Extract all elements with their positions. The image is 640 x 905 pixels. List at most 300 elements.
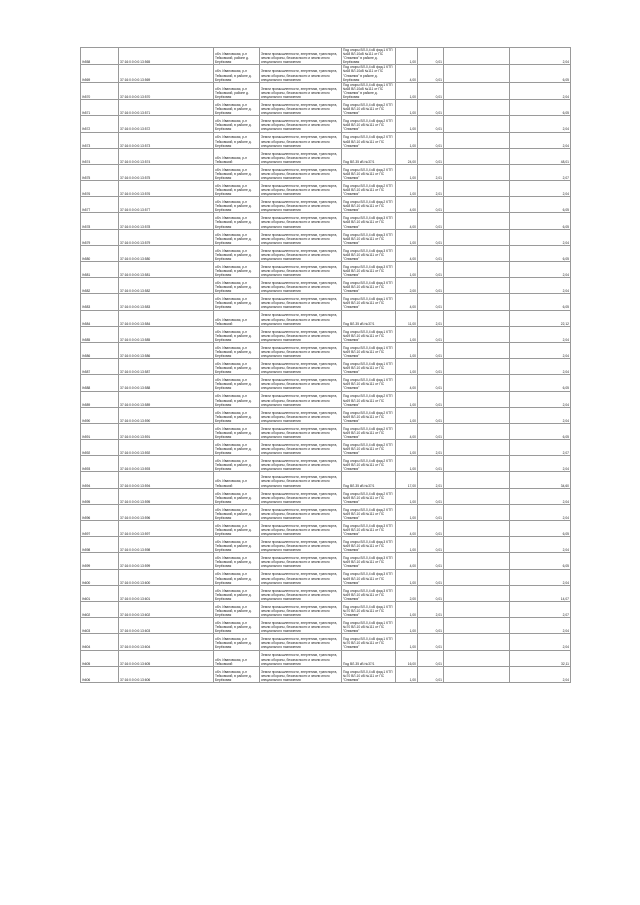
- total-cell: 2,04: [510, 342, 571, 358]
- empty-cell: [444, 472, 510, 488]
- rate-cell: 0,01: [418, 634, 444, 650]
- land-category-cell: Земли промышленности, энергетики, транспорта, земли обороны, безопасности и земли иного специального назначения: [260, 197, 342, 213]
- parcel-id-cell: Ih569: [81, 65, 119, 82]
- address-cell: обл. Ивановская, р-н Тейковский, в районе д. Берёзовая: [214, 407, 260, 423]
- total-cell: 2,04: [510, 537, 571, 553]
- total-cell: 14,07: [510, 585, 571, 601]
- empty-cell: [444, 407, 510, 423]
- area-cell: 1,00: [396, 359, 418, 375]
- total-cell: 2,04: [510, 488, 571, 504]
- parcel-id-cell: Ih588: [81, 375, 119, 391]
- address-cell: обл. Ивановская, р-н Тейковский, в районе д. Берёзовая: [214, 262, 260, 278]
- table-row: [81, 294, 571, 310]
- purpose-cell: Под опоры ВЛ-0,4 кВ фид.1 КТП №69 ВЛ-10 кВ №111 от ПС "Олимпия": [342, 375, 396, 391]
- cadastral-number-cell: 37:16:0:0:0:0:13:593: [119, 456, 214, 472]
- address-cell: обл. Ивановская, р-н Тейковский, в районе д. Берёзовая: [214, 585, 260, 601]
- table-row: [81, 278, 571, 294]
- land-category-cell: Земли промышленности, энергетики, транспорта, земли обороны, безопасности и земли иного специального назначения: [260, 262, 342, 278]
- rate-cell: 0,01: [418, 148, 444, 164]
- address-cell: обл. Ивановская, р-н Тейковский, в районе д. Берёзовая: [214, 423, 260, 439]
- cadastral-number-cell: 37:16:0:0:0:0:13:582: [119, 278, 214, 294]
- total-cell: 2,04: [510, 48, 571, 65]
- area-cell: 11,00: [396, 310, 418, 326]
- area-cell: 1,00: [396, 537, 418, 553]
- land-category-cell: Земли промышленности, энергетики, транспорта, земли обороны, безопасности и земли иного специального назначения: [260, 601, 342, 617]
- rate-cell: 0,01: [418, 262, 444, 278]
- empty-cell: [444, 359, 510, 375]
- total-cell: 6,05: [510, 245, 571, 261]
- address-cell: обл. Ивановская, р-н Тейковский, районе д. Берёзовая: [214, 48, 260, 65]
- land-category-cell: Земли промышленности, энергетики, транспорта, земли обороны, безопасности и земли иного специального назначения: [260, 537, 342, 553]
- empty-cell: [444, 342, 510, 358]
- area-cell: 4,00: [396, 294, 418, 310]
- address-cell: обл. Ивановская, р-н Тейковский: [214, 310, 260, 326]
- empty-cell: [444, 521, 510, 537]
- purpose-cell: Под опоры ВЛ-0,4 кВ фид.2 КТП №68 ВЛ-10 кВ №111 от ПС "Олимпия": [342, 116, 396, 132]
- area-cell: 1,00: [396, 342, 418, 358]
- address-cell: обл. Ивановская, р-н Тейковский, в районе д. Берёзовая: [214, 569, 260, 585]
- table-row: [81, 245, 571, 261]
- table-row: [81, 65, 571, 82]
- table-row: [81, 521, 571, 537]
- cadastral-number-cell: 37:16:0:0:0:0:13:573: [119, 132, 214, 148]
- total-cell: 2,04: [510, 504, 571, 520]
- cadastral-number-cell: 37:16:0:0:0:0:13:577: [119, 197, 214, 213]
- area-cell: 1,00: [396, 391, 418, 407]
- address-cell: обл. Ивановская, р-н Тейковский, в районе д. Берёзовая: [214, 294, 260, 310]
- total-cell: 6,05: [510, 213, 571, 229]
- table-row: [81, 585, 571, 601]
- parcel-id-cell: Ih571: [81, 100, 119, 116]
- total-cell: 2,04: [510, 391, 571, 407]
- total-cell: 34,60: [510, 472, 571, 488]
- area-cell: 1,00: [396, 116, 418, 132]
- cadastral-number-cell: 37:16:0:0:0:0:13:600: [119, 569, 214, 585]
- purpose-cell: Под опоры ВЛ-0,4 кВ фид.2 КТП №68 ВЛ-10 кВ №111 от ПС "Олимпия": [342, 181, 396, 197]
- rate-cell: 0,01: [418, 278, 444, 294]
- rate-cell: 0,01: [418, 116, 444, 132]
- cadastral-number-cell: 37:16:0:0:0:0:13:599: [119, 553, 214, 569]
- purpose-cell: Под опоры ВЛ-0,4 кВ фид.3 КТП №68 ВЛ-10 кВ №111 от ПС "Олимпия": [342, 262, 396, 278]
- cadastral-number-cell: 37:16:0:0:0:0:13:572: [119, 116, 214, 132]
- table-row: [81, 488, 571, 504]
- land-category-cell: Земли промышленности, энергетики, транспорта, земли обороны, безопасности и земли иного специального назначения: [260, 391, 342, 407]
- total-cell: 6,05: [510, 197, 571, 213]
- cadastral-number-cell: 37:16:0:0:0:0:13:581: [119, 262, 214, 278]
- cadastral-number-cell: 37:16:0:0:0:0:13:606: [119, 666, 214, 682]
- parcel-id-cell: Ih606: [81, 666, 119, 682]
- purpose-cell: Под опоры ВЛ-0,4 кВ фид.2 КТП №68 ВЛ-10 кВ №111 от ПС "Олимпия": [342, 132, 396, 148]
- table-row: [81, 472, 571, 488]
- total-cell: 2,04: [510, 326, 571, 342]
- table-row: [81, 342, 571, 358]
- address-cell: обл. Ивановская, р-н Тейковский: [214, 472, 260, 488]
- address-cell: обл. Ивановская, р-н Тейковский, в районе д. Берёзовая: [214, 440, 260, 456]
- table-row: [81, 116, 571, 132]
- empty-cell: [444, 553, 510, 569]
- address-cell: обл. Ивановская, р-н Тейковский, в районе д. Берёзовая: [214, 537, 260, 553]
- address-cell: обл. Ивановская, р-н Тейковский, в районе д. Берёзовая: [214, 375, 260, 391]
- area-cell: 4,00: [396, 197, 418, 213]
- rate-cell: 0,01: [418, 82, 444, 99]
- parcel-id-cell: Ih592: [81, 440, 119, 456]
- rate-cell: 0,01: [418, 391, 444, 407]
- total-cell: 2,04: [510, 229, 571, 245]
- purpose-cell: Под опоры ВЛ-0,4 кВ фид.1 КТП №69 ВЛ-10 кВ №111 от ПС "Олимпия": [342, 326, 396, 342]
- purpose-cell: Под опоры ВЛ-0,4 кВ фид.1 КТП №70 ВЛ-10 кВ №111 от ПС "Олимпия": [342, 601, 396, 617]
- total-cell: 2,04: [510, 262, 571, 278]
- total-cell: 2,04: [510, 116, 571, 132]
- parcel-id-cell: Ih593: [81, 456, 119, 472]
- area-cell: 1,00: [396, 262, 418, 278]
- table-row: [81, 456, 571, 472]
- empty-cell: [444, 65, 510, 82]
- area-cell: 1,00: [396, 164, 418, 180]
- parcel-id-cell: Ih580: [81, 245, 119, 261]
- rate-cell: 0,01: [418, 569, 444, 585]
- land-category-cell: Земли промышленности, энергетики, транспорта, земли обороны, безопасности и земли иного специального назначения: [260, 585, 342, 601]
- rate-cell: 0,01: [418, 666, 444, 682]
- empty-cell: [444, 213, 510, 229]
- land-category-cell: Земли промышленности, энергетики, транспорта, земли обороны, безопасности и земли иного специального назначения: [260, 294, 342, 310]
- rate-cell: 2,01: [418, 310, 444, 326]
- total-cell: 2,04: [510, 82, 571, 99]
- parcel-id-cell: Ih578: [81, 213, 119, 229]
- land-category-cell: Земли промышленности, энергетики, транспорта, земли обороны, безопасности и земли иного специального назначения: [260, 553, 342, 569]
- purpose-cell: Под опоры ВЛ-0,4 кВ фид.3 КТП №68 ВЛ-10 кВ №111 от ПС "Олимпия": [342, 245, 396, 261]
- total-cell: 6,05: [510, 553, 571, 569]
- land-category-cell: Земли промышленности, энергетики, транспорта, земли обороны, безопасности и земли иного специального назначения: [260, 132, 342, 148]
- rate-cell: 0,01: [418, 342, 444, 358]
- land-category-cell: Земли промышленности, энергетики, транспорта, земли обороны, безопасности и земли иного специального назначения: [260, 634, 342, 650]
- total-cell: 2,04: [510, 181, 571, 197]
- land-category-cell: Земли промышленности, энергетики, транспорта, земли обороны, безопасности и земли иного специального назначения: [260, 310, 342, 326]
- land-category-cell: Земли промышленности, энергетики, транспорта, земли обороны, безопасности и земли иного специального назначения: [260, 407, 342, 423]
- cadastral-number-cell: 37:16:0:0:0:0:13:589: [119, 391, 214, 407]
- purpose-cell: Под опоры ВЛ-0,4 кВ фид.1 КТП №70 ВЛ-10 кВ №111 от ПС "Олимпия": [342, 666, 396, 682]
- empty-cell: [444, 294, 510, 310]
- empty-cell: [444, 537, 510, 553]
- rate-cell: 2,01: [418, 164, 444, 180]
- cadastral-number-cell: 37:16:0:0:0:0:13:578: [119, 213, 214, 229]
- purpose-cell: Под опоры ВЛ-0,4 кВ фид.2 КТП №69 ВЛ-10 кВ №111 от ПС "Олимпия": [342, 407, 396, 423]
- rate-cell: 2,01: [418, 440, 444, 456]
- total-cell: 22,12: [510, 310, 571, 326]
- total-cell: 2,04: [510, 634, 571, 650]
- total-cell: 32,11: [510, 650, 571, 666]
- table-row: [81, 423, 571, 439]
- rate-cell: 0,01: [418, 100, 444, 116]
- purpose-cell: Под ВЛ-35 кВ №37/1: [342, 310, 396, 326]
- purpose-cell: Под опоры ВЛ-0,4 кВ фид.3 КТП №69 ВЛ-10 кВ №111 от ПС "Олимпия": [342, 569, 396, 585]
- address-cell: обл. Ивановская, р-н Тейковский, в районе д. Берёзовая: [214, 132, 260, 148]
- parcel-id-cell: Ih604: [81, 634, 119, 650]
- land-category-cell: Земли промышленности, энергетики, транспорта, земли обороны, безопасности и земли иного специального назначения: [260, 326, 342, 342]
- address-cell: обл. Ивановская, р-н Тейковский, в районе д. Берёзовая: [214, 278, 260, 294]
- area-cell: 17,00: [396, 472, 418, 488]
- cadastral-number-cell: 37:16:0:0:0:0:13:601: [119, 585, 214, 601]
- total-cell: 2,04: [510, 132, 571, 148]
- cadastral-number-cell: 37:16:0:0:0:0:13:575: [119, 164, 214, 180]
- purpose-cell: Под опоры ВЛ-0,4 кВ фид.2 КТП №68 ВЛ-10 кВ №111 от ПС "Олимпия": [342, 164, 396, 180]
- parcel-id-cell: Ih594: [81, 472, 119, 488]
- rate-cell: 0,01: [418, 213, 444, 229]
- parcel-id-cell: Ih579: [81, 229, 119, 245]
- parcel-id-cell: Ih595: [81, 488, 119, 504]
- land-category-cell: Земли промышленности, энергетики, транспорта, земли обороны, безопасности и земли иного специального назначения: [260, 65, 342, 82]
- area-cell: 4,00: [396, 65, 418, 82]
- table-row: [81, 48, 571, 65]
- cadastral-number-cell: 37:16:0:0:0:0:13:584: [119, 310, 214, 326]
- address-cell: обл. Ивановская, р-н Тейковский, в районе д. Берёзовая: [214, 326, 260, 342]
- cadastral-number-cell: 37:16:0:0:0:0:13:587: [119, 359, 214, 375]
- total-cell: 2,04: [510, 407, 571, 423]
- empty-cell: [444, 326, 510, 342]
- cadastral-number-cell: 37:16:0:0:0:0:13:569: [119, 65, 214, 82]
- land-category-cell: Земли промышленности, энергетики, транспорта, земли обороны, безопасности и земли иного специального назначения: [260, 229, 342, 245]
- parcel-id-cell: Ih583: [81, 294, 119, 310]
- table-row: [81, 618, 571, 634]
- parcel-id-cell: Ih602: [81, 601, 119, 617]
- purpose-cell: Под ВЛ-35 кВ №37/1: [342, 472, 396, 488]
- purpose-cell: Под опоры ВЛ-0,4 кВ фид.1 КТП №69 ВЛ-10 кВ №111 от ПС "Олимпия": [342, 342, 396, 358]
- area-cell: 1,00: [396, 666, 418, 682]
- parcel-id-cell: Ih577: [81, 197, 119, 213]
- purpose-cell: Под опоры ВЛ-0,4 кВ фид.3 КТП №69 ВЛ-10 кВ №111 от ПС "Олимпия": [342, 537, 396, 553]
- rate-cell: 0,01: [418, 553, 444, 569]
- empty-cell: [444, 585, 510, 601]
- table-row: [81, 164, 571, 180]
- land-category-cell: Земли промышленности, энергетики, транспорта, земли обороны, безопасности и земли иного специального назначения: [260, 164, 342, 180]
- rate-cell: 0,01: [418, 456, 444, 472]
- purpose-cell: Под опоры ВЛ-0,4 кВ фид.1 КТП №70 ВЛ-10 кВ №111 от ПС "Олимпия": [342, 618, 396, 634]
- purpose-cell: Под опоры ВЛ-0,4 кВ фид.1 КТП №68 ВЛ-10кВ №111 от ПС "Олимпия" в районе д. Берёзовая: [342, 48, 396, 65]
- land-category-cell: Земли промышленности, энергетики, транспорта, земли обороны, безопасности и земли иного специального назначения: [260, 48, 342, 65]
- table-row: [81, 132, 571, 148]
- empty-cell: [444, 278, 510, 294]
- cadastral-number-cell: 37:16:0:0:0:0:13:585: [119, 326, 214, 342]
- area-cell: 1,00: [396, 48, 418, 65]
- parcel-id-cell: Ih587: [81, 359, 119, 375]
- table-row: [81, 569, 571, 585]
- purpose-cell: Под опоры ВЛ-0,4 кВ фид.1 КТП №68 ВЛ-10кВ №111 от ПС "Олимпия" в районе д. Берёзовая: [342, 82, 396, 99]
- empty-cell: [444, 48, 510, 65]
- address-cell: обл. Ивановская, р-н Тейковский, в районе д. Берёзовая: [214, 245, 260, 261]
- table-row: [81, 310, 571, 326]
- area-cell: 16,00: [396, 650, 418, 666]
- land-category-cell: Земли промышленности, энергетики, транспорта, земли обороны, безопасности и земли иного специального назначения: [260, 181, 342, 197]
- purpose-cell: Под опоры ВЛ-0,4 кВ фид.3 КТП №68 ВЛ-10 кВ №111 от ПС "Олимпия": [342, 229, 396, 245]
- table-row: [81, 375, 571, 391]
- total-cell: 2,07: [510, 440, 571, 456]
- purpose-cell: Под опоры ВЛ-0,4 кВ фид.1 КТП №69 ВЛ-10 кВ №111 от ПС "Олимпия": [342, 359, 396, 375]
- purpose-cell: Под опоры ВЛ-0,4 кВ фид.2 КТП №69 ВЛ-10 кВ №111 от ПС "Олимпия": [342, 456, 396, 472]
- land-category-cell: Земли промышленности, энергетики, транспорта, земли обороны, безопасности и земли иного специального назначения: [260, 504, 342, 520]
- land-registry-table: [80, 47, 570, 857]
- table-row: [81, 537, 571, 553]
- parcel-id-cell: Ih586: [81, 342, 119, 358]
- cadastral-number-cell: 37:16:0:0:0:0:13:603: [119, 618, 214, 634]
- land-category-cell: Земли промышленности, энергетики, транспорта, земли обороны, безопасности и земли иного специального назначения: [260, 148, 342, 164]
- area-cell: 1,00: [396, 132, 418, 148]
- parcel-id-cell: Ih575: [81, 164, 119, 180]
- purpose-cell: Под опоры ВЛ-0,4 кВ фид.2 КТП №69 ВЛ-10 кВ №111 от ПС "Олимпия": [342, 440, 396, 456]
- table-row: [81, 100, 571, 116]
- table-row: [81, 326, 571, 342]
- empty-cell: [444, 164, 510, 180]
- cadastral-number-cell: 37:16:0:0:0:0:13:580: [119, 245, 214, 261]
- address-cell: обл. Ивановская, р-н Тейковский, в районе д. Берёзовая: [214, 504, 260, 520]
- area-cell: 4,00: [396, 375, 418, 391]
- total-cell: 2,04: [510, 456, 571, 472]
- empty-cell: [444, 245, 510, 261]
- empty-cell: [444, 650, 510, 666]
- cadastral-number-cell: 37:16:0:0:0:0:13:598: [119, 537, 214, 553]
- address-cell: обл. Ивановская, р-н Тейковский, в районе д. Берёзовая: [214, 197, 260, 213]
- empty-cell: [444, 375, 510, 391]
- total-cell: 6,05: [510, 521, 571, 537]
- rate-cell: 0,01: [418, 65, 444, 82]
- cadastral-number-cell: 37:16:0:0:0:0:13:604: [119, 634, 214, 650]
- address-cell: обл. Ивановская, р-н Тейковский, в районе д. Берёзовая: [214, 456, 260, 472]
- table-row: [81, 197, 571, 213]
- address-cell: обл. Ивановская, р-н Тейковский, в районе д. Берёзовая: [214, 391, 260, 407]
- address-cell: обл. Ивановская, р-н Тейковский, в районе д. Берёзовая: [214, 359, 260, 375]
- table-row: [81, 440, 571, 456]
- parcel-id-cell: Ih574: [81, 148, 119, 164]
- empty-cell: [444, 488, 510, 504]
- area-cell: 1,00: [396, 100, 418, 116]
- purpose-cell: Под опоры ВЛ-0,4 кВ фид.3 КТП №68 ВЛ-10 кВ №111 от ПС "Олимпия": [342, 278, 396, 294]
- total-cell: 2,07: [510, 601, 571, 617]
- rate-cell: 0,01: [418, 521, 444, 537]
- cadastral-number-cell: 37:16:0:0:0:0:13:571: [119, 100, 214, 116]
- table-row: [81, 82, 571, 99]
- area-cell: 1,00: [396, 569, 418, 585]
- area-cell: 1,00: [396, 326, 418, 342]
- area-cell: 1,00: [396, 488, 418, 504]
- address-cell: обл. Ивановская, р-н Тейковский, в районе д. Берёзовая: [214, 488, 260, 504]
- empty-cell: [444, 423, 510, 439]
- total-cell: 2,04: [510, 569, 571, 585]
- empty-cell: [444, 666, 510, 682]
- empty-cell: [444, 197, 510, 213]
- land-category-cell: Земли промышленности, энергетики, транспорта, земли обороны, безопасности и земли иного специального назначения: [260, 245, 342, 261]
- total-cell: 6,05: [510, 65, 571, 82]
- parcel-id-cell: Ih596: [81, 504, 119, 520]
- area-cell: 1,00: [396, 504, 418, 520]
- table-row: [81, 359, 571, 375]
- address-cell: обл. Ивановская, р-н Тейковский, в районе д. Берёзовая: [214, 229, 260, 245]
- empty-cell: [444, 601, 510, 617]
- rate-cell: 0,01: [418, 537, 444, 553]
- cadastral-number-cell: 37:16:0:0:0:0:13:588: [119, 375, 214, 391]
- total-cell: 2,04: [510, 278, 571, 294]
- rate-cell: 0,01: [418, 504, 444, 520]
- address-cell: обл. Ивановская, р-н Тейковский, в районе д. Берёзовая: [214, 213, 260, 229]
- purpose-cell: Под ВЛ-35 кВ №37/1: [342, 148, 396, 164]
- address-cell: обл. Ивановская, р-н Тейковский, в районе д. Берёзовая: [214, 521, 260, 537]
- area-cell: 2,00: [396, 278, 418, 294]
- parcel-id-cell: Ih584: [81, 310, 119, 326]
- total-cell: 6,05: [510, 294, 571, 310]
- address-cell: обл. Ивановская, р-н Тейковский, в районе д. Берёзовая: [214, 618, 260, 634]
- total-cell: 6,05: [510, 100, 571, 116]
- cadastral-number-cell: 37:16:0:0:0:0:13:592: [119, 440, 214, 456]
- table-row: [81, 391, 571, 407]
- address-cell: обл. Ивановская, р-н Тейковский, в районе д. Берёзовая: [214, 601, 260, 617]
- rate-cell: 0,01: [418, 245, 444, 261]
- total-cell: 2,04: [510, 666, 571, 682]
- land-category-cell: Земли промышленности, энергетики, транспорта, земли обороны, безопасности и земли иного специального назначения: [260, 278, 342, 294]
- address-cell: обл. Ивановская, р-н Тейковский: [214, 148, 260, 164]
- address-cell: обл. Ивановская, р-н Тейковский, в районе д. Берёзовая: [214, 65, 260, 82]
- total-cell: 2,07: [510, 164, 571, 180]
- land-category-cell: Земли промышленности, энергетики, транспорта, земли обороны, безопасности и земли иного специального назначения: [260, 618, 342, 634]
- table-row: [81, 553, 571, 569]
- area-cell: 4,00: [396, 213, 418, 229]
- area-cell: 24,00: [396, 148, 418, 164]
- area-cell: 1,00: [396, 601, 418, 617]
- area-cell: 1,00: [396, 407, 418, 423]
- rate-cell: 0,01: [418, 650, 444, 666]
- area-cell: 1,00: [396, 181, 418, 197]
- purpose-cell: Под опоры ВЛ-0,4 кВ фид.3 КТП №69 ВЛ-10 кВ №111 от ПС "Олимпия": [342, 521, 396, 537]
- purpose-cell: Под опоры ВЛ-0,4 кВ фид.2 КТП №68 ВЛ-10 кВ №111 от ПС "Олимпия": [342, 197, 396, 213]
- empty-cell: [444, 440, 510, 456]
- parcel-id-cell: Ih591: [81, 423, 119, 439]
- parcel-id-cell: Ih600: [81, 569, 119, 585]
- address-cell: обл. Ивановская, р-н Тейковский, в районе д. Берёзовая: [214, 181, 260, 197]
- area-cell: 1,00: [396, 634, 418, 650]
- land-category-cell: Земли промышленности, энергетики, транспорта, земли обороны, безопасности и земли иного специального назначения: [260, 375, 342, 391]
- rate-cell: 0,01: [418, 585, 444, 601]
- rate-cell: 0,01: [418, 488, 444, 504]
- rate-cell: 2,01: [418, 601, 444, 617]
- total-cell: 6,05: [510, 423, 571, 439]
- area-cell: 2,00: [396, 585, 418, 601]
- table-row: [81, 407, 571, 423]
- empty-cell: [444, 100, 510, 116]
- address-cell: обл. Ивановская, р-н Тейковский, в районе д. Берёзовая: [214, 342, 260, 358]
- land-category-cell: Земли промышленности, энергетики, транспорта, земли обороны, безопасности и земли иного специального назначения: [260, 650, 342, 666]
- land-category-cell: Земли промышленности, энергетики, транспорта, земли обороны, безопасности и земли иного специального назначения: [260, 440, 342, 456]
- rate-cell: 2,01: [418, 472, 444, 488]
- address-cell: обл. Ивановская, р-н Тейковский, в районе д. Берёзовая: [214, 553, 260, 569]
- land-category-cell: Земли промышленности, энергетики, транспорта, земли обороны, безопасности и земли иного специального назначения: [260, 342, 342, 358]
- empty-cell: [444, 391, 510, 407]
- table-row: [81, 666, 571, 682]
- address-cell: обл. Ивановская, р-н Тейковский: [214, 650, 260, 666]
- land-category-cell: Земли промышленности, энергетики, транспорта, земли обороны, безопасности и земли иного специального назначения: [260, 569, 342, 585]
- table-row: [81, 181, 571, 197]
- parcel-id-cell: Ih598: [81, 537, 119, 553]
- empty-cell: [444, 310, 510, 326]
- cadastral-number-cell: 37:16:0:0:0:0:13:596: [119, 504, 214, 520]
- empty-cell: [444, 569, 510, 585]
- area-cell: 4,00: [396, 423, 418, 439]
- parcel-id-cell: Ih597: [81, 521, 119, 537]
- cadastral-number-cell: 37:16:0:0:0:0:13:586: [119, 342, 214, 358]
- rate-cell: 2,01: [418, 181, 444, 197]
- empty-cell: [444, 82, 510, 99]
- purpose-cell: Под опоры ВЛ-0,4 кВ фид.2 КТП №69 ВЛ-10 кВ №111 от ПС "Олимпия": [342, 504, 396, 520]
- cadastral-number-cell: 37:16:0:0:0:0:13:594: [119, 472, 214, 488]
- area-cell: 1,00: [396, 229, 418, 245]
- land-category-cell: Земли промышленности, энергетики, транспорта, земли обороны, безопасности и земли иного специального назначения: [260, 100, 342, 116]
- purpose-cell: Под опоры ВЛ-0,4 кВ фид.3 КТП №69 ВЛ-10 кВ №111 от ПС "Олимпия": [342, 585, 396, 601]
- parcel-id-cell: Ih589: [81, 391, 119, 407]
